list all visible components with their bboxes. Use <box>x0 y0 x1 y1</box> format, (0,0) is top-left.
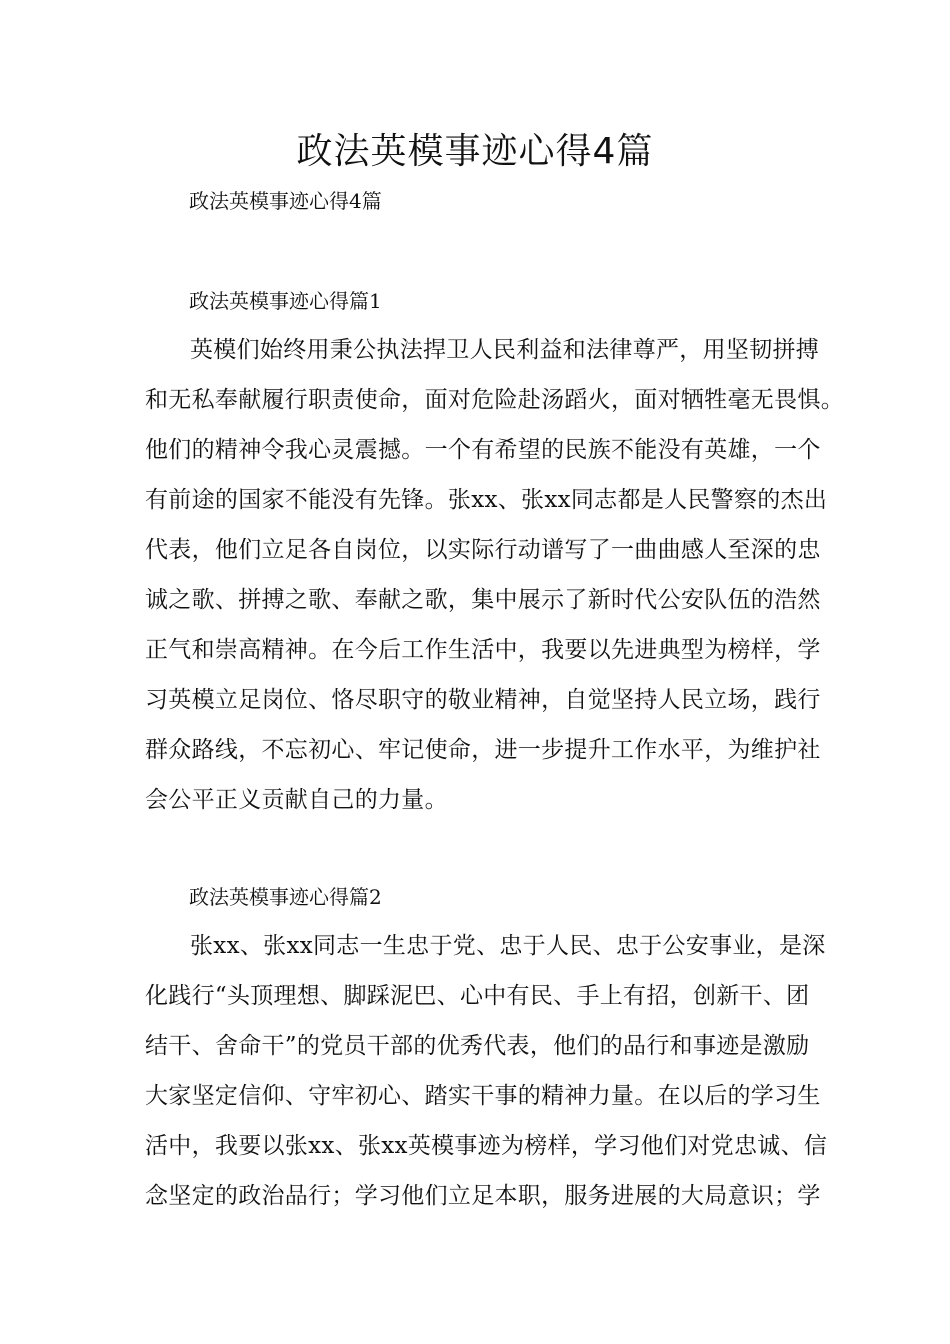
paragraph-line: 诚之歌、拼搏之歌、奉献之歌，集中展示了新时代公安队伍的浩然 <box>145 587 821 613</box>
paragraph-line: 他们的精神令我心灵震撼。一个有希望的民族不能没有英雄，一个 <box>145 437 821 463</box>
paragraph-line: 张xx、张xx同志一生忠于党、忠于人民、忠于公安事业，是深 <box>190 933 826 959</box>
paragraph-line: 活中，我要以张xx、张xx英模事迹为榜样，学习他们对党忠诚、信 <box>145 1133 828 1159</box>
page-title: 政法英模事迹心得4篇 <box>296 131 654 172</box>
section-heading-2: 政法英模事迹心得篇2 <box>189 885 382 909</box>
section-2-paragraph <box>145 921 828 1221</box>
paragraph-line: 英模们始终用秉公执法捍卫人民利益和法律尊严，用坚韧拼搏 <box>190 337 820 363</box>
paragraph-line: 习英模立足岗位、恪尽职守的敬业精神，自觉坚持人民立场，践行 <box>145 687 821 713</box>
paragraph-line: 化践行“头顶理想、脚踩泥巴、心中有民、手上有招，创新干、团 <box>145 983 810 1009</box>
paragraph-line: 群众路线，不忘初心、牢记使命，进一步提升工作水平，为维护社 <box>145 737 821 763</box>
paragraph-line: 代表，他们立足各自岗位，以实际行动谱写了一曲曲感人至深的忠 <box>145 537 821 563</box>
document-subtitle: 政法英模事迹心得4篇 <box>189 189 382 213</box>
paragraph-line: 会公平正义贡献自己的力量。 <box>145 787 448 813</box>
section-heading-1: 政法英模事迹心得篇1 <box>189 289 382 313</box>
paragraph-line: 结干、舍命干”的党员干部的优秀代表，他们的品行和事迹是激励 <box>145 1033 810 1059</box>
paragraph-line: 念坚定的政治品行；学习他们立足本职，服务进展的大局意识；学 <box>145 1183 821 1209</box>
section-1-paragraph <box>145 325 844 825</box>
paragraph-line: 大家坚定信仰、守牢初心、踏实干事的精神力量。在以后的学习生 <box>145 1083 821 1109</box>
paragraph-line: 和无私奉献履行职责使命，面对危险赴汤蹈火，面对牺牲毫无畏惧。 <box>145 387 844 413</box>
paragraph-line: 正气和崇高精神。在今后工作生活中，我要以先进典型为榜样，学 <box>145 637 821 663</box>
paragraph-line: 有前途的国家不能没有先锋。张xx、张xx同志都是人民警察的杰出 <box>145 487 828 513</box>
